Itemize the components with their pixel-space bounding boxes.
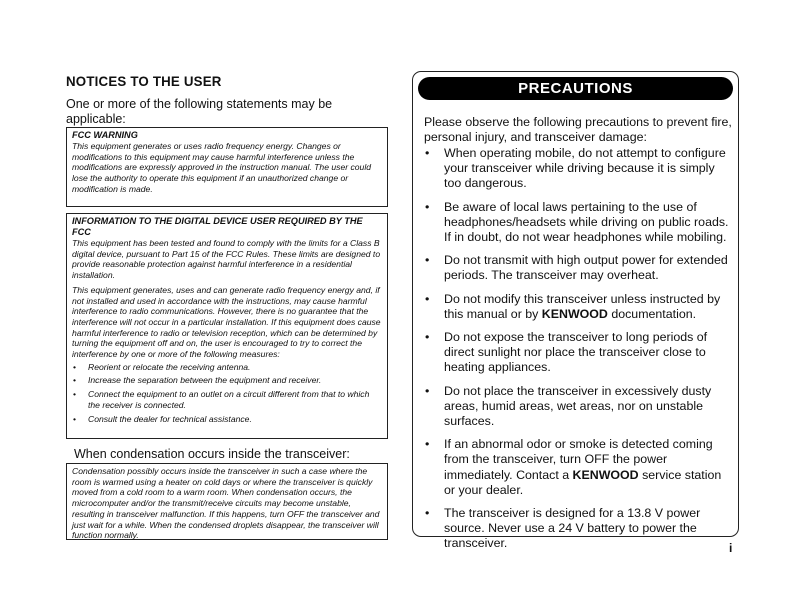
precaution-item: • The transceiver is designed for a 13.8 V power source. Never use a 24 V battery to power the transceiver. xyxy=(424,506,734,552)
measure-item: • Connect the equipment to an outlet on a circuit different from that to which the receiver is connected. xyxy=(72,389,382,410)
measure-item: • Consult the dealer for technical assistance. xyxy=(72,414,382,425)
notices-intro: One or more of the following statements may be applicable: xyxy=(66,97,333,126)
measure-item: • Increase the separation between the equipment and receiver. xyxy=(72,375,382,386)
page-number: i xyxy=(729,541,733,555)
fcc-warning-box xyxy=(66,127,388,207)
fcc-warning-heading: FCC WARNING xyxy=(72,130,138,140)
precaution-item: • When operating mobile, do not attempt to configure your transceiver while driving because it is simply too dangerous. xyxy=(424,146,734,192)
condensation-title: When condensation occurs inside the transceiver: xyxy=(74,447,350,461)
measures-list xyxy=(72,362,382,425)
digital-device-para2: This equipment generates, uses and can generate radio frequency energy and, if not installed and used in accordance with the instructions, may cause harmful interference to radio communications. However, there is no guarantee that the interference will not occur in a particular installation. If this equipment does cause harmful interference to radio or television reception, which can be determined by turning the equipment off and on, the user is encouraged to try to correct the interference by one or more of the following measures: xyxy=(72,284,381,360)
notices-title: NOTICES TO THE USER xyxy=(66,73,222,89)
fcc-warning-text: This equipment generates or uses radio frequency energy. Changes or modifications to this equipment may cause harmful interference unless the modifications are expressly approved in the instruction manual. The user could lose the authority to operate this equipment if an unauthorized change or modification is made. xyxy=(72,141,372,194)
precaution-text: Do not modify this transceiver unless instructed by this manual or by xyxy=(444,291,721,321)
brand-name: KENWOOD xyxy=(541,306,608,321)
digital-device-para1: This equipment has been tested and found to comply with the limits for a Class B digital device, pursuant to Part 15 of the FCC Rules. These limits are designed to provide reasonable protection against harmful interference in a residential installation. xyxy=(72,238,381,281)
precautions-intro: Please observe the following precautions to prevent fire, personal injury, and transceiver damage: xyxy=(424,115,732,144)
precaution-item: • Do not transmit with high output power for extended periods. The transceiver may overheat. xyxy=(424,253,734,283)
precautions-banner: PRECAUTIONS xyxy=(418,77,733,100)
precaution-item xyxy=(424,437,734,498)
precaution-text: If an abnormal odor or smoke is detected coming from the transceiver, turn OFF the power immediately. Contact a xyxy=(444,437,713,482)
precaution-text: service station or your dealer. xyxy=(444,467,722,497)
condensation-box xyxy=(66,463,388,540)
precaution-item: • Do not expose the transceiver to long periods of direct sunlight nor place the transceiver close to heating appliances. xyxy=(424,330,734,376)
brand-name: KENWOOD xyxy=(572,467,639,482)
digital-device-box xyxy=(66,213,388,439)
precaution-item: • Be aware of local laws pertaining to the use of headphones/headsets while driving on public roads. If in doubt, do not wear headphones while mobiling. xyxy=(424,200,734,246)
precaution-item: • Do not place the transceiver in excessively dusty areas, humid areas, wet areas, nor on unstable surfaces. xyxy=(424,384,734,430)
measure-item: • Reorient or relocate the receiving antenna. xyxy=(72,362,382,373)
digital-device-heading: INFORMATION TO THE DIGITAL DEVICE USER REQUIRED BY THE FCC xyxy=(72,216,363,237)
precautions-list xyxy=(424,146,734,560)
condensation-text: Condensation possibly occurs inside the transceiver in such a case where the room is warmed using a heater on cold days or where the transceiver is quickly moved from a cold room to a warm room. When condensation occurs, the microcomputer and/or the transmit/receive circuits may become unstable, resulting in transceiver malfunction. If this happens, turn OFF the transceiver and just wait for a while. When the condensed droplets disappear, the transceiver will function normally. xyxy=(72,466,380,541)
precaution-item xyxy=(424,292,734,322)
precaution-text: documentation. xyxy=(607,306,697,321)
